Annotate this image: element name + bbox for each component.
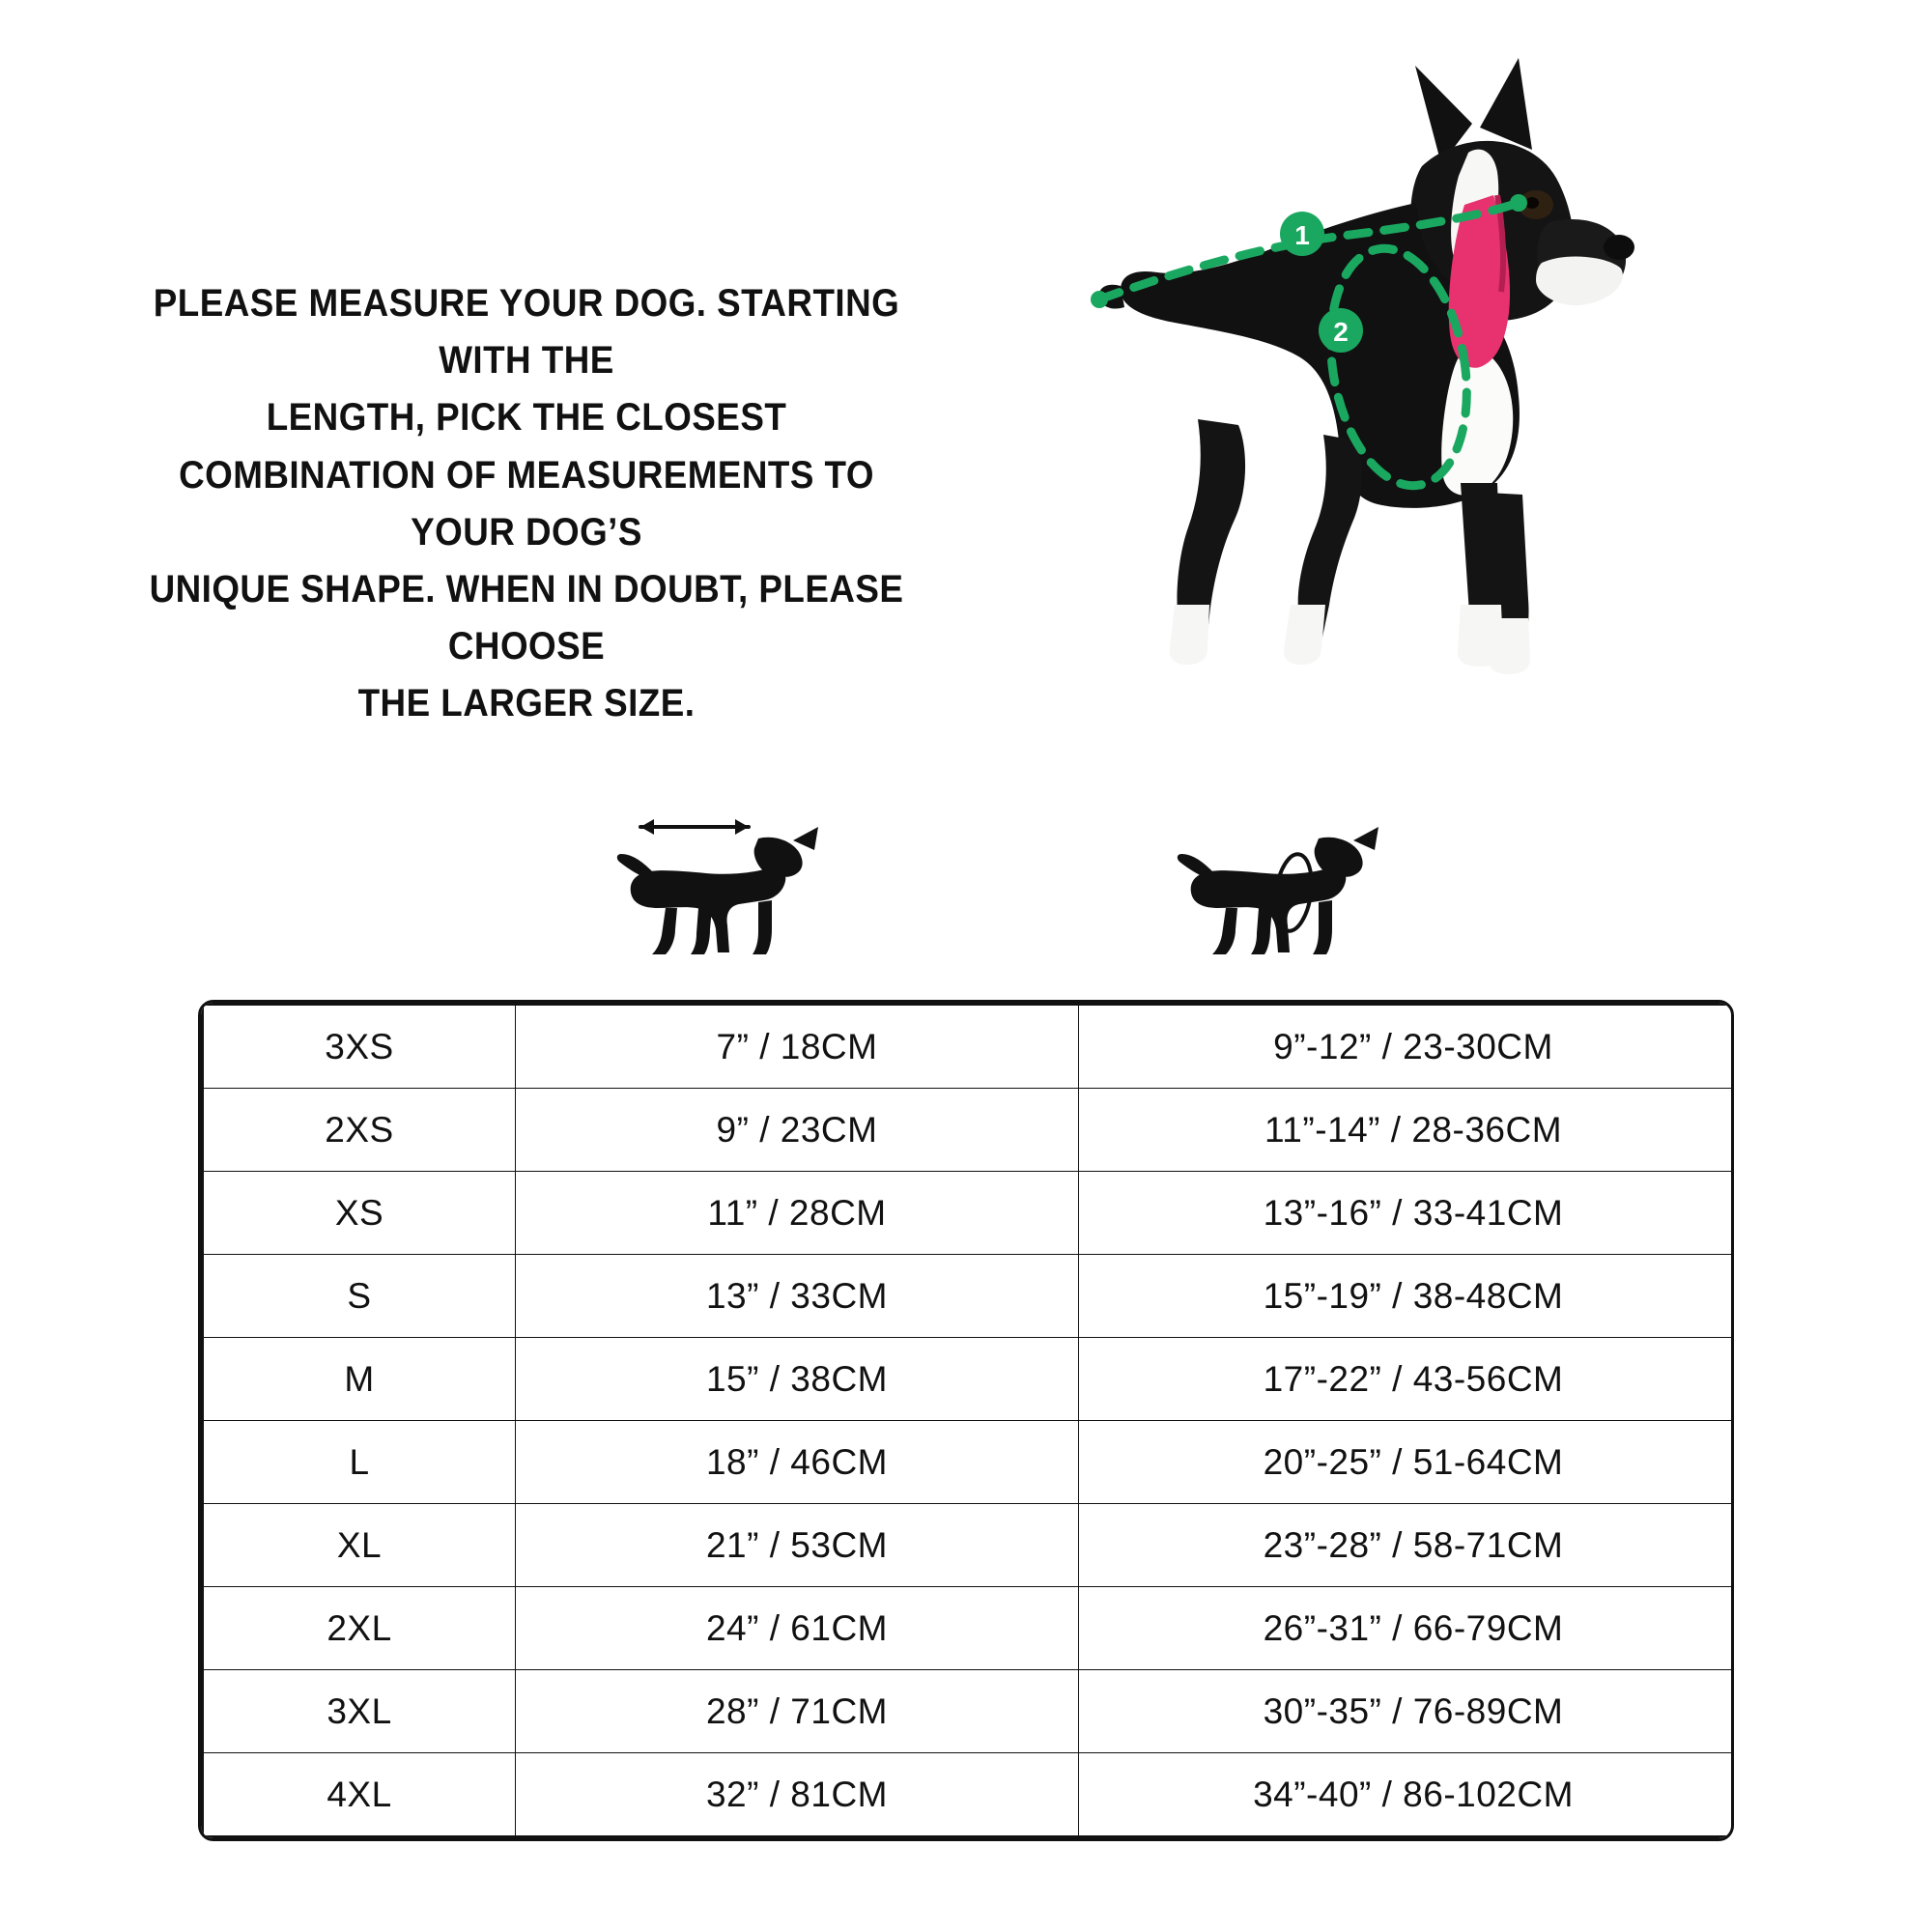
cell-girth: 23”-28” / 58-71CM (1079, 1504, 1735, 1587)
table-row (203, 1172, 1735, 1255)
cell-size: XL (203, 1504, 516, 1587)
cell-length: 11” / 28CM (516, 1172, 1079, 1255)
column-icons-row (203, 802, 1729, 966)
cell-girth: 30”-35” / 76-89CM (1079, 1670, 1735, 1753)
measure-marker-1 (1280, 212, 1324, 256)
measurement-diagram (1082, 58, 1874, 724)
cell-girth: 15”-19” / 38-48CM (1079, 1255, 1735, 1338)
table-row (203, 1504, 1735, 1587)
cell-length: 7” / 18CM (516, 1005, 1079, 1089)
cell-size: L (203, 1421, 516, 1504)
instructions-paragraph (140, 275, 913, 733)
cell-length: 13” / 33CM (516, 1255, 1079, 1338)
instruction-line: THE LARGER SIZE. (357, 682, 696, 725)
dog-body-shape (1099, 58, 1634, 674)
cell-girth: 17”-22” / 43-56CM (1079, 1338, 1735, 1421)
cell-size: 4XL (203, 1753, 516, 1837)
table-row (203, 1670, 1735, 1753)
instruction-line: COMBINATION OF MEASUREMENTS TO YOUR DOG’S (179, 453, 874, 554)
cell-size: 2XS (203, 1089, 516, 1172)
cell-girth: 20”-25” / 51-64CM (1079, 1421, 1735, 1504)
cell-size: 2XL (203, 1587, 516, 1670)
marker-2-label: 2 (1333, 317, 1349, 347)
size-chart-table-wrapper (198, 1000, 1734, 1841)
cell-length: 28” / 71CM (516, 1670, 1079, 1753)
table-row (203, 1587, 1735, 1670)
cell-size: M (203, 1338, 516, 1421)
size-chart-table (201, 1003, 1734, 1838)
cell-length: 21” / 53CM (516, 1504, 1079, 1587)
table-row (203, 1255, 1735, 1338)
instruction-line: UNIQUE SHAPE. WHEN IN DOUBT, PLEASE CHOOSE (149, 567, 904, 668)
cell-length: 32” / 81CM (516, 1753, 1079, 1837)
table-row (203, 1338, 1735, 1421)
cell-girth: 9”-12” / 23-30CM (1079, 1005, 1735, 1089)
instruction-line: LENGTH, PICK THE CLOSEST (266, 396, 787, 440)
table-row (203, 1089, 1735, 1172)
cell-girth: 26”-31” / 66-79CM (1079, 1587, 1735, 1670)
cell-length: 18” / 46CM (516, 1421, 1079, 1504)
instruction-line: PLEASE MEASURE YOUR DOG. STARTING WITH THE (153, 282, 900, 383)
marker-1-label: 1 (1294, 220, 1310, 250)
cell-girth: 11”-14” / 28-36CM (1079, 1089, 1735, 1172)
cell-size: 3XL (203, 1670, 516, 1753)
cell-girth: 13”-16” / 33-41CM (1079, 1172, 1735, 1255)
cell-size: 3XS (203, 1005, 516, 1089)
dog-girth-silhouette-icon (1174, 811, 1454, 966)
cell-length: 24” / 61CM (516, 1587, 1079, 1670)
cell-length: 15” / 38CM (516, 1338, 1079, 1421)
cell-size: XS (203, 1172, 516, 1255)
length-column-icon-cell (483, 802, 1024, 966)
dog-length-silhouette-icon (613, 811, 894, 966)
cell-size: S (203, 1255, 516, 1338)
table-row (203, 1005, 1735, 1089)
table-row (203, 1421, 1735, 1504)
measure-marker-2 (1319, 308, 1363, 353)
cell-girth: 34”-40” / 86-102CM (1079, 1753, 1735, 1837)
table-row (203, 1753, 1735, 1837)
cell-length: 9” / 23CM (516, 1089, 1079, 1172)
girth-column-icon-cell (1043, 802, 1584, 966)
